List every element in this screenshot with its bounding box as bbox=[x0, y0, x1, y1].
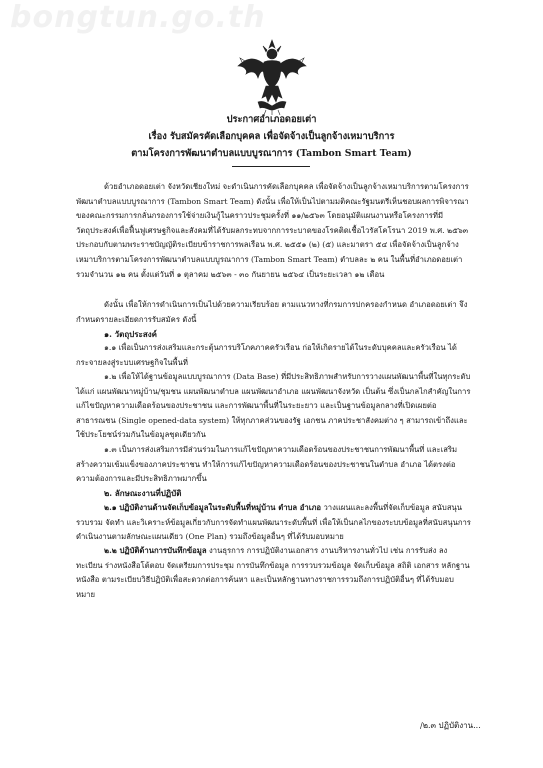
section-1-heading: ๑. วัตถุประสงค์ bbox=[104, 329, 157, 339]
continuation-marker: /๒.๓ ปฏิบัติงาน... bbox=[420, 721, 481, 730]
work-2-1 bbox=[76, 501, 472, 545]
procedure-paragraph: ดังนั้น เพื่อให้การดำเนินการเป็นไปด้วยความเรียบร้อย ตามแนวทางที่กรมการปกครองกำหนด อำเภอดอยเต่า จึงกำหนดรายละเอียดการรับสมัคร ดังนี้ bbox=[76, 300, 468, 324]
intro-paragraph: ด้วยอำเภอดอยเต่า จังหวัดเชียงใหม่ จะดำเนินการคัดเลือกบุคคล เพื่อจัดจ้างเป็นลูกจ้างเหมาบริการตามโครงการพัฒนาตำบลแบบบูรณาการ (Tambon Smart Team) ดังนั้น เพื่อให้เป็นไปตามมติคณะรัฐมนตรีเห็นชอบผลการพิจารณาของคณะกรรมการกลั่นกรองการใช้จ่ายเงินกู้ในคราวประชุมครั้งที่ ๑๑/๒๕๖๓ โดยอนุมัติแผนงานหรือโครงการที่มีวัตถุประสงค์เพื่อฟื้นฟูเศรษฐกิจและสังคมที่ได้รับผลกระทบจากการระบาดของโรคติดเชื้อไวรัสโคโรนา 2019 พ.ศ. ๒๕๖๓ ประกอบกับตามพระราชบัญญัติระเบียบข้าราชการพลเรือน พ.ศ. ๒๕๕๑ (๒) (๕) และมาตรา ๕๔ เพื่อจัดจ้างเป็นลูกจ้างเหมาบริการตามโครงการพัฒนาตำบลแบบบูรณาการ (Tambon Smart Team) ตำบลละ ๒ คน ในพื้นที่อำเภอดอยเต่า รวมจำนวน ๑๒ คน ตั้งแต่วันที่ ๑ ตุลาคม ๒๕๖๓ - ๓๐ กันยายน ๒๕๖๔ เป็นระยะเวลา ๑๒ เดือน bbox=[76, 182, 469, 279]
work-2-2 bbox=[76, 544, 472, 602]
section-2-heading: ๒. ลักษณะงานที่ปฏิบัติ bbox=[104, 488, 182, 498]
objective-1-2: ๑.๒ เพื่อให้ได้ฐานข้อมูลแบบบูรณาการ (Data Base) ที่มีประสิทธิภาพสำหรับการวางแผนพัฒนาพื้นที่ในทุกระดับ ได้แก่ แผนพัฒนาหมู่บ้าน/ชุมชน แผนพัฒนาตำบล แผนพัฒนาอำเภอ แผนพัฒนาจังหวัด เป็นต้น ซึ่งเป็นกลไกสำคัญในการแก้ไขปัญหาความเดือดร้อนของประชาชน และการพัฒนาพื้นที่ในระยะยาว และเป็นฐานข้อมูลกลางที่เปิดเผยต่อสาธารณชน (Single opened-data system) ให้ทุกภาคส่วนของรัฐ เอกชน ภาคประชาสังคมต่าง ๆ สามารถเข้าถึงและใช้ประโยชน์ร่วมกันในข้อมูลชุดเดียวกัน bbox=[76, 372, 471, 440]
garuda-emblem-icon bbox=[236, 36, 308, 116]
project-line: ตามโครงการพัฒนาตำบลแบบบูรณาการ (Tambon Smart Team) bbox=[131, 148, 412, 159]
header-divider bbox=[232, 166, 310, 167]
work-2-1-body: วางแผนและลงพื้นที่จัดเก็บข้อมูล สนับสนุน รวบรวม จัดทำ และวิเคราะห์ข้อมูลเกี่ยวกับการจัดทำแผนพัฒนาระดับพื้นที่ เพื่อให้เป็นกลไกของระบบข้อมูลที่สนับสนุนการดำเนินงานตามลักษณะแผนเดียว (One Plan) รวมถึงข้อมูลอื่นๆ ที่ได้รับมอบหมาย bbox=[76, 503, 471, 542]
work-2-2-heading: ๒.๒ ปฏิบัติด้านการบันทึกข้อมูล bbox=[104, 546, 207, 555]
work-2-2-body: งานธุรการ การปฏิบัติงานเอกสาร งานบริหารงานทั่วไป เช่น การรับส่ง ลงทะเบียน ร่างหนังสือโต้ตอบ จัดเตรียมการประชุม การบันทึกข้อมูล การรวบรวมข้อมูล จัดเก็บข้อมูล สถิติ เอกสาร หลักฐานหนังสือ ตามระเบียบวิธีปฏิบัติเพื่อสะดวกต่อการค้นหา และเป็นหลักฐานทางราชการรวมถึงการปฏิบัติอื่นๆ ที่ได้รับมอบหมาย bbox=[76, 546, 470, 599]
work-2-1-heading: ๒.๑ ปฏิบัติงานด้านจัดเก็บข้อมูลในระดับพื้นที่หมู่บ้าน ตำบล อำเภอ bbox=[104, 503, 322, 512]
announcement-title: ประกาศอำเภอดอยเต่า bbox=[226, 114, 317, 125]
objective-1-3: ๑.๓ เป็นการส่งเสริมการมีส่วนร่วมในการแก้ไขปัญหาความเดือดร้อนของประชาชนการพัฒนาพื้นที่ และเสริมสร้างความเข้มแข็งของภาคประชาชน ทำให้การแก้ไขปัญหาความเดือดร้อนของประชาชนในตำบล อำเภอ ได้ตรงต่อความต้องการและมีประสิทธิภาพมากขึ้น bbox=[76, 445, 458, 484]
objective-1-1: ๑.๑ เพื่อเป็นการส่งเสริมและกระตุ้นการบริโภคภาคครัวเรือน ก่อให้เกิดรายได้ในระดับบุคคลและครัวเรือน ได้กระจายลงสู่ระบบเศรษฐกิจในพื้นที่ bbox=[76, 343, 457, 367]
watermark-text: bongtun.go.th bbox=[10, 0, 266, 35]
subject-line: เรื่อง รับสมัครคัดเลือกบุคคล เพื่อจัดจ้างเป็นลูกจ้างเหมาบริการ bbox=[148, 131, 395, 142]
